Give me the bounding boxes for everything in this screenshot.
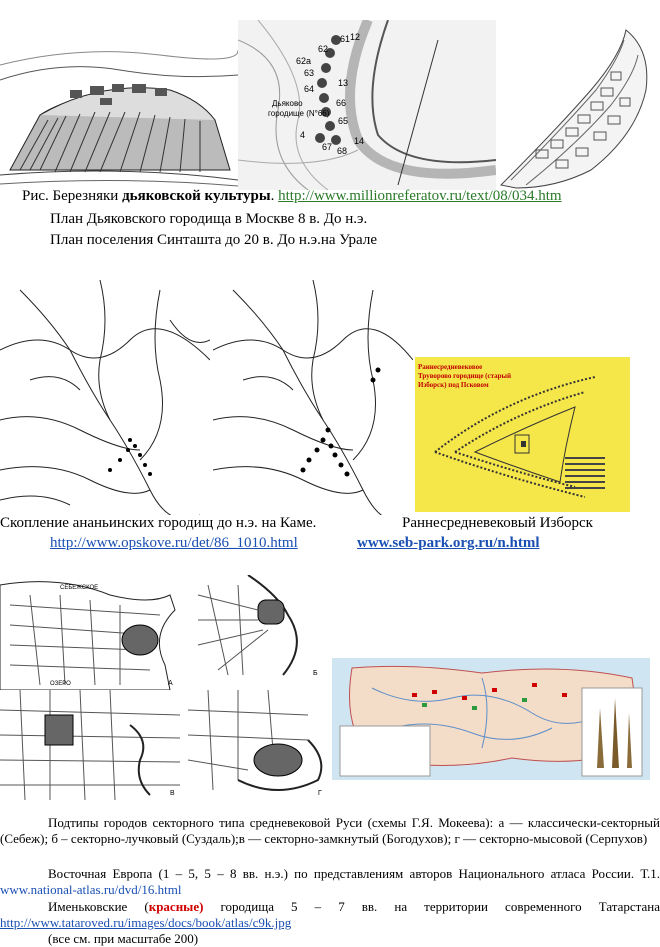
izborsk-title-3: Изборск) под Псковом [418,381,489,389]
label-sebezh-lake: СЕБЕЖСКОЕ [60,585,99,591]
paragraph-imenkovo-post: городища 5 – 7 вв. на территории современного Татарстана [203,899,660,914]
sintashta-plan [496,20,660,190]
izborsk-title-2: Труворово городище (старый [418,372,512,380]
label-62: 62 [318,44,329,54]
label-61: 61 [340,34,351,44]
dyakovo-plan-map [238,20,496,190]
paragraph-imenkovo-red: красные) [148,899,204,914]
seb-park-link[interactable]: www.seb-park.org.ru/n.html [357,535,540,551]
caption-dot: . [270,188,279,204]
city-scheme-suzdal [188,575,328,680]
berezniaki-drawing [0,20,238,188]
paragraph-imenkovo [0,899,660,931]
millionreferatov-link[interactable]: http://www.millionreferatov.ru/text/08/034.htm [278,188,562,204]
izborsk-title-1: Раннесредневековое [418,363,483,371]
label-g: Г [318,790,322,797]
label-65: 65 [338,116,349,126]
ananyino-map-left [0,260,210,515]
label-66: 66 [336,98,347,108]
national-atlas-map [332,658,650,780]
tataroved-link[interactable]: http://www.tataroved.ru/images/docs/book/atlas/c9k.jpg [0,915,292,930]
label-a: А [168,680,173,687]
caption-berezniaki [22,188,562,205]
opskove-link[interactable]: http://www.opskove.ru/det/86_1010.html [50,535,298,551]
caption-bold: дьяковской культуры [122,188,271,204]
izborsk-plan [415,357,630,512]
label-ozero: ОЗЕРО [50,681,71,687]
label-b: Б [313,670,318,677]
label-gorodishche: городище (N°66) [268,109,330,118]
label-62a: 62a [296,56,312,66]
label-63: 63 [304,68,315,78]
label-64: 64 [304,84,315,94]
national-atlas-link[interactable]: www.national-atlas.ru/dvd/16.html [0,882,182,897]
label-dyakovo: Дьяково [272,99,303,108]
label-68: 68 [337,146,348,156]
label-13: 13 [338,78,349,88]
city-scheme-serpukhov [188,690,328,800]
paragraph-imenkovo-pre: Именьковские ( [48,899,149,914]
caption-prefix: Рис. Березняки [22,188,123,204]
caption-sintashta: План поселения Синташта до 20 в. До н.э.на Урале [50,232,377,248]
city-scheme-sebezh [0,575,180,695]
paragraph-mokeev-text: Подтипы городов секторного типа средневековой Руси (схемы Г.Я. Мокеева): а — классически-секторный (Себеж); б – секторно-лучковый (Суздаль);в — секторно-замкнутый (Богодухов); г — секторно-мысовой (Серпухов) [0,815,660,846]
city-scheme-bogodukhov [0,690,180,800]
label-67: 67 [322,142,333,152]
label-14: 14 [354,136,365,146]
label-v: В [170,790,175,797]
ananyino-map-right [213,260,413,515]
paragraph-scale-note-text: (все см. при масштабе 200) [48,931,199,946]
paragraph-eastern-europe-text: Восточная Европа (1 – 5, 5 – 8 вв. н.э.) по представлениям авторов Национального атласа России. Т.1. [48,866,660,881]
label-12: 12 [350,32,361,42]
caption-dyakovo: План Дьяковского городища в Москве 8 в. До н.э. [50,211,368,227]
caption-izborsk: Раннесредневековый Изборск [402,515,593,531]
label-4: 4 [300,130,306,140]
paragraph-mokeev [0,815,660,847]
paragraph-eastern-europe [0,866,660,898]
caption-ananyino: Скопление ананьинских городищ до н.э. на Каме. [0,515,317,531]
